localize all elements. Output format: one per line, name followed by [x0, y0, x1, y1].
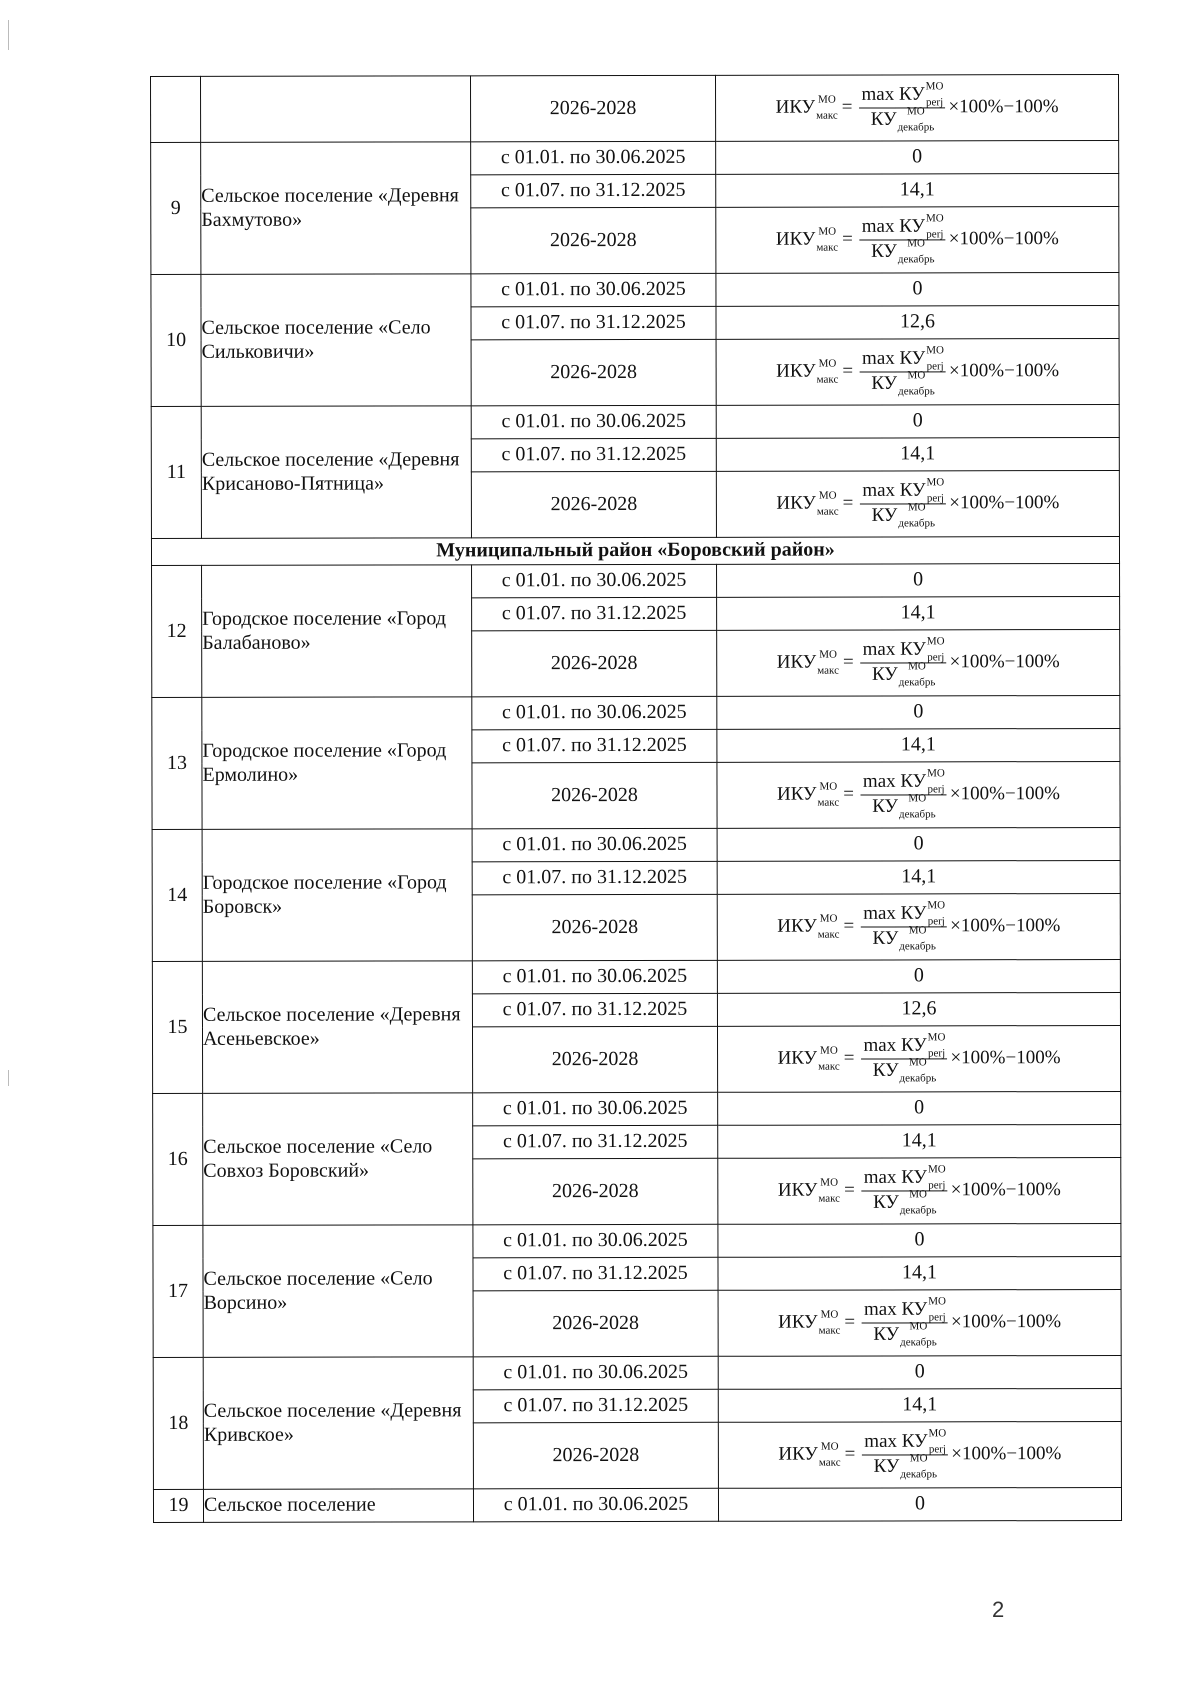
page-number: 2	[992, 1597, 1005, 1622]
period-cell: 2026-2028	[471, 339, 716, 406]
formula-cell	[718, 1157, 1121, 1224]
formula-fraction: max КУ МО perj КУ МО декабрь	[861, 639, 947, 686]
tariff-index-table	[150, 74, 1122, 1523]
index-value: 0	[717, 827, 1120, 861]
index-value: 0	[717, 563, 1120, 597]
formula-iku-max: ИКУ МО макс = max КУ МО perj КУ МО декабрь ×100%−100%	[776, 767, 1061, 821]
formula-iku-max: ИКУ МО макс = max КУ МО perj КУ МО декабрь ×100%−100%	[777, 899, 1061, 953]
settlement-name: Городское поселение «Город Ермолино»	[202, 697, 472, 830]
period-cell: с 01.01. по 30.06.2025	[473, 1092, 718, 1126]
formula-iku-max: ИКУ МО макс = max КУ МО perj КУ МО декабрь ×100%−100%	[776, 344, 1060, 398]
formula-lhs: ИКУ МО макс	[775, 225, 839, 254]
period-cell: с 01.07. по 31.12.2025	[472, 993, 717, 1027]
index-value: 12,6	[716, 305, 1119, 339]
period-cell: с 01.01. по 30.06.2025	[473, 1488, 718, 1522]
formula-cell	[715, 74, 1118, 141]
formula-iku-max: ИКУ МО макс = max КУ МО perj КУ МО декабрь ×100%−100%	[777, 1031, 1061, 1085]
formula-cell	[716, 206, 1119, 273]
period-cell: 2026-2028	[472, 1026, 717, 1093]
row-number: 18	[153, 1357, 203, 1489]
period-cell: с 01.07. по 31.12.2025	[471, 174, 716, 208]
index-value: 14,1	[717, 728, 1120, 762]
row-number: 16	[153, 1093, 203, 1225]
period-cell: 2026-2028	[473, 1422, 718, 1489]
row-number	[151, 76, 201, 142]
formula-cell	[717, 761, 1120, 828]
formula-cell	[716, 338, 1119, 405]
period-cell: с 01.07. по 31.12.2025	[473, 1257, 718, 1291]
period-cell: с 01.07. по 31.12.2025	[472, 729, 717, 763]
formula-cell	[717, 1025, 1120, 1092]
period-cell: 2026-2028	[471, 471, 716, 538]
formula-lhs: ИКУ МО макс	[777, 1044, 840, 1073]
settlement-name: Сельское поселение «Деревня Крисаново-Пятница»	[201, 406, 471, 539]
formula-fraction: max КУ МО perj КУ МО декабрь	[862, 1167, 948, 1214]
scan-margin-mark	[8, 20, 9, 50]
period-cell: 2026-2028	[472, 630, 717, 697]
formula-lhs: ИКУ МО макс	[778, 1440, 841, 1469]
period-cell: с 01.01. по 30.06.2025	[473, 1356, 718, 1390]
index-value: 14,1	[717, 596, 1120, 630]
formula-fraction: max КУ МО perj КУ МО декабрь	[862, 1431, 948, 1478]
formula-fraction: max КУ МО perj КУ МО декабрь	[860, 348, 946, 395]
table-row	[152, 959, 1120, 994]
settlement-name: Сельское поселение «Село Ворсино»	[203, 1225, 473, 1358]
formula-cell	[717, 629, 1120, 696]
period-cell: 2026-2028	[472, 762, 717, 829]
formula-cell	[717, 893, 1120, 960]
table-row	[153, 1223, 1121, 1258]
formula-iku-max: ИКУ МО макс = max КУ МО perj КУ МО декабрь ×100%−100%	[775, 212, 1059, 266]
period-cell: 2026-2028	[473, 1290, 718, 1357]
row-number: 13	[152, 697, 202, 829]
formula-iku-max: ИКУ МО макс = max КУ МО perj КУ МО декабрь ×100%−100%	[775, 80, 1059, 134]
index-value: 0	[718, 1487, 1121, 1521]
formula-lhs: ИКУ МО макс	[776, 780, 840, 809]
row-number: 14	[152, 829, 202, 961]
row-number: 10	[151, 274, 201, 406]
row-number: 9	[151, 142, 201, 274]
period-cell: 2026-2028	[471, 207, 716, 274]
section-header: Муниципальный район «Боровский район»	[151, 536, 1119, 565]
formula-cell	[718, 1421, 1121, 1488]
index-value: 14,1	[718, 1124, 1121, 1158]
settlement-name: Сельское поселение	[203, 1489, 473, 1523]
index-value: 14,1	[718, 1256, 1121, 1290]
formula-lhs: ИКУ МО макс	[775, 93, 838, 122]
formula-fraction: max КУ МО perj КУ МО декабрь	[861, 771, 947, 818]
table-row	[153, 1487, 1121, 1522]
index-value: 0	[716, 140, 1119, 174]
formula-fraction: max КУ МО perj КУ МО декабрь	[860, 480, 946, 527]
formula-cell	[718, 1289, 1121, 1356]
period-cell: 2026-2028	[471, 75, 716, 142]
index-value: 0	[718, 1091, 1121, 1125]
period-cell: с 01.01. по 30.06.2025	[471, 273, 716, 307]
period-cell: с 01.01. по 30.06.2025	[471, 405, 716, 439]
index-value: 0	[718, 1355, 1121, 1389]
settlement-name: Сельское поселение «Деревня Кривское»	[203, 1357, 473, 1490]
table-row	[152, 695, 1120, 730]
row-number: 11	[151, 406, 201, 538]
index-value: 12,6	[717, 992, 1120, 1026]
period-cell: с 01.07. по 31.12.2025	[471, 438, 716, 472]
table-row	[153, 1355, 1121, 1390]
index-value: 0	[717, 959, 1120, 993]
formula-iku-max: ИКУ МО макс = max КУ МО perj КУ МО декабрь ×100%−100%	[778, 1295, 1062, 1349]
table-body	[151, 74, 1122, 1522]
settlement-name: Сельское поселение «Село Совхоз Боровский»	[203, 1093, 473, 1226]
index-value: 0	[717, 695, 1120, 729]
period-cell: 2026-2028	[472, 894, 717, 961]
formula-lhs: ИКУ МО макс	[777, 912, 840, 941]
formula-iku-max: ИКУ МО макс = max КУ МО perj КУ МО декабрь ×100%−100%	[778, 1427, 1062, 1481]
formula-fraction: max КУ МО perj КУ МО декабрь	[859, 84, 945, 131]
table-row	[151, 272, 1119, 307]
period-cell: с 01.07. по 31.12.2025	[472, 861, 717, 895]
period-cell: с 01.01. по 30.06.2025	[473, 1224, 718, 1258]
period-cell: с 01.01. по 30.06.2025	[472, 564, 717, 598]
row-number: 19	[153, 1489, 203, 1522]
period-cell: с 01.07. по 31.12.2025	[472, 597, 717, 631]
table-row	[151, 74, 1119, 142]
index-value: 0	[718, 1223, 1121, 1257]
formula-iku-max: ИКУ МО макс = max КУ МО perj КУ МО декабрь ×100%−100%	[776, 476, 1060, 530]
settlement-name: Сельское поселение «Деревня Бахмутово»	[201, 142, 471, 275]
table-row	[152, 827, 1120, 862]
formula-lhs: ИКУ МО макс	[776, 648, 839, 677]
section-row	[151, 536, 1119, 565]
row-number: 12	[152, 565, 202, 697]
index-value: 14,1	[718, 1388, 1121, 1422]
period-cell: 2026-2028	[473, 1158, 718, 1225]
formula-lhs: ИКУ МО макс	[776, 357, 839, 386]
index-value: 0	[716, 404, 1119, 438]
formula-fraction: max КУ МО perj КУ МО декабрь	[862, 1299, 948, 1346]
index-value: 0	[716, 272, 1119, 306]
table-row	[152, 563, 1120, 598]
settlement-name: Городское поселение «Город Балабаново»	[202, 565, 472, 698]
period-cell: с 01.01. по 30.06.2025	[472, 696, 717, 730]
index-value: 14,1	[716, 437, 1119, 471]
formula-iku-max: ИКУ МО макс = max КУ МО perj КУ МО декабрь ×100%−100%	[776, 635, 1060, 689]
period-cell: с 01.07. по 31.12.2025	[471, 306, 716, 340]
table-row	[151, 404, 1119, 439]
formula-iku-max: ИКУ МО макс = max КУ МО perj КУ МО декабрь ×100%−100%	[777, 1163, 1061, 1217]
index-value: 14,1	[716, 173, 1119, 207]
period-cell: с 01.01. по 30.06.2025	[472, 960, 717, 994]
row-number: 17	[153, 1225, 203, 1357]
formula-lhs: ИКУ МО макс	[778, 1308, 841, 1337]
formula-cell	[716, 470, 1119, 537]
period-cell: с 01.07. по 31.12.2025	[473, 1125, 718, 1159]
scan-margin-mark	[8, 1070, 9, 1086]
formula-lhs: ИКУ МО макс	[777, 1176, 841, 1205]
settlement-name	[201, 76, 471, 143]
settlement-name: Сельское поселение «Деревня Асеньевское»	[202, 961, 472, 1094]
settlement-name: Городское поселение «Город Боровск»	[202, 829, 472, 962]
settlement-name: Сельское поселение «Село Сильковичи»	[201, 274, 471, 407]
row-number: 15	[152, 961, 202, 1093]
index-value: 14,1	[717, 860, 1120, 894]
formula-fraction: max КУ МО perj КУ МО декабрь	[861, 1035, 947, 1082]
period-cell: с 01.01. по 30.06.2025	[471, 141, 716, 175]
formula-fraction: max КУ МО perj КУ МО декабрь	[860, 216, 946, 263]
table-row	[151, 140, 1119, 175]
period-cell: с 01.07. по 31.12.2025	[473, 1389, 718, 1423]
period-cell: с 01.01. по 30.06.2025	[472, 828, 717, 862]
formula-fraction: max КУ МО perj КУ МО декабрь	[861, 903, 947, 950]
formula-lhs: ИКУ МО макс	[776, 489, 839, 518]
table-row	[153, 1091, 1121, 1126]
